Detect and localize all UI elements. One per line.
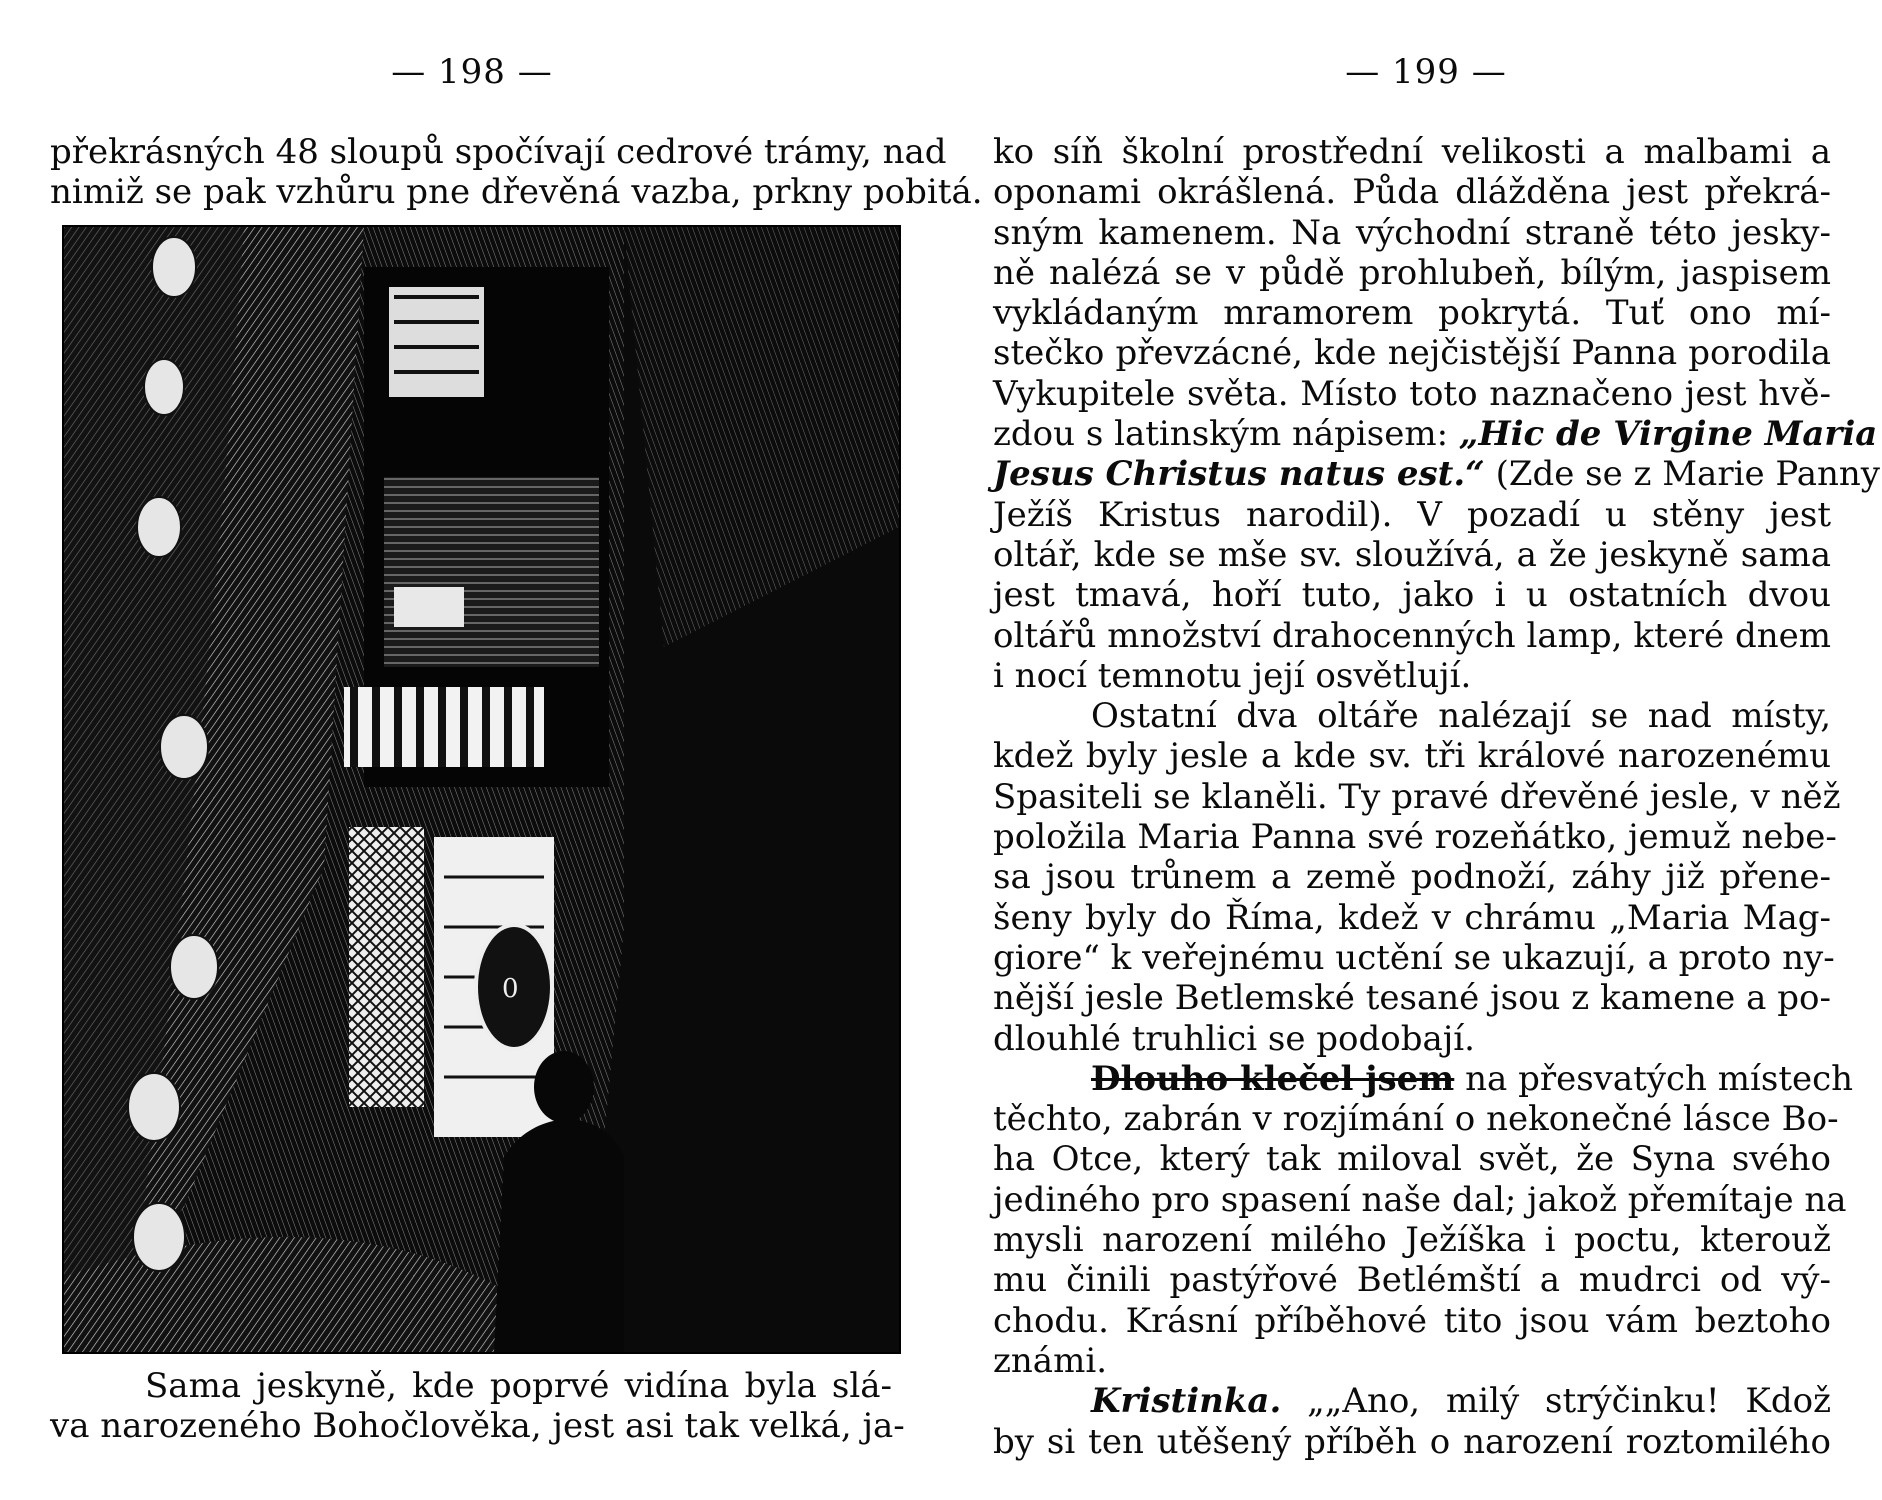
text-line — [993, 414, 1878, 455]
text-line: nimiž se pak vzhůru pne dřevěná vazba, prkny pobitá. — [50, 172, 983, 213]
text-line: nější jesle Betlemské tesané jsou z kamene a po- — [993, 978, 1831, 1019]
text-line: oltář, kde se mše sv. sloužívá, a že jeskyně sama — [993, 534, 1831, 575]
text-line: jediného pro spasení naše dal; jakož přemítaje na — [993, 1179, 1847, 1220]
text-line: Spasiteli se klaněli. Ty pravé dřevěné jesle, v něž — [993, 776, 1841, 817]
text-line: položila Maria Panna své rozeňátko, jemuž nebe- — [993, 817, 1837, 858]
text-line: oponami okrášlená. Půda dlážděna jest překrá- — [993, 172, 1831, 213]
text-line: by si ten utěšený příběh o narození roztomilého — [993, 1421, 1831, 1462]
text-line: těchto, zabrán v rozjímání o nekonečné lásce Bo- — [993, 1099, 1839, 1140]
text-line: známi. — [993, 1340, 1108, 1381]
text-line: mysli narození milého Ježíška i poctu, kterouž — [993, 1220, 1831, 1261]
bottom-paragraph — [50, 1366, 905, 1447]
text-line: va narozeného Bohočlověka, jest asi tak velká, ja- — [50, 1406, 905, 1447]
text-line — [993, 454, 1881, 495]
page-number: — 199 — — [1345, 52, 1507, 92]
engraving-illustration — [62, 225, 901, 1354]
text-line: jest tmavá, hoří tuto, jako i u ostatních dvou — [993, 575, 1831, 616]
text-line: sným kamenem. Na východní straně této jesky- — [993, 212, 1831, 253]
text-line: dlouhlé truhlici se podobají. — [993, 1018, 1475, 1059]
text-line: Ostatní dva oltáře nalézají se nad místy, — [1091, 696, 1831, 737]
text-segment: (Zde se z Marie Panny — [1495, 454, 1881, 495]
text-line: Ježíš Kristus narodil). V pozadí u stěny jest — [993, 494, 1831, 535]
text-line: Sama jeskyně, kde poprvé vidína byla slá- — [145, 1366, 892, 1406]
text-line: mu činili pastýřové Betlémští a mudrci od vý- — [993, 1260, 1831, 1301]
text-line: sa jsou trůnem a země podnoží, záhy již přene- — [993, 857, 1831, 898]
svg-text:0: 0 — [502, 974, 519, 1004]
text-line: ko síň školní prostřední velikosti a malbami a — [993, 132, 1831, 172]
text-line: překrásných 48 sloupů spočívají cedrové trámy, nad — [50, 132, 947, 172]
text-line — [993, 1058, 1854, 1099]
text-line: kdež byly jesle a kde sv. tři králové narozenému — [993, 736, 1831, 777]
text-line: šeny byly do Říma, kdež v chrámu „Maria Mag- — [993, 897, 1831, 938]
page-number: — 198 — — [391, 52, 553, 92]
text-line: chodu. Krásní příběhové tito jsou vám beztoho — [993, 1300, 1831, 1341]
struck-text: Dlouho klečel jsem — [1091, 1058, 1455, 1099]
text-line: vykládaným mramorem pokrytá. Tuť ono mí- — [993, 293, 1831, 334]
text-line — [993, 1381, 1831, 1421]
latin-inscription: „Hic de Virgine Maria — [1458, 414, 1878, 455]
text-line: oltářů množství drahocenných lamp, které dnem — [993, 615, 1831, 656]
body-text — [993, 132, 1881, 1462]
speaker-name: Kristinka. — [1091, 1381, 1282, 1422]
latin-inscription: Jesus Christus natus est.“ — [993, 454, 1485, 495]
text-segment: „„Ano, milý strýčinku! Kdož — [1307, 1381, 1831, 1422]
text-segment: na přesvatých místech — [1465, 1058, 1854, 1099]
text-line: stečko převzácné, kde nejčistější Panna porodila — [993, 333, 1831, 374]
text-line: Vykupitele světa. Místo toto naznačeno jest hvě- — [993, 373, 1831, 414]
right-page — [941, 0, 1882, 1500]
text-line: giore“ k veřejnému uctění se ukazují, a proto ny- — [993, 937, 1835, 978]
top-paragraph — [50, 132, 983, 213]
text-segment: zdou s latinským nápisem: — [993, 414, 1449, 455]
text-line: i nocí temnotu její osvětlují. — [993, 655, 1472, 696]
text-line: ha Otce, který tak miloval svět, že Syna svého — [993, 1139, 1831, 1180]
text-line: ně nalézá se v půdě prohlubeň, bílým, jaspisem — [993, 252, 1831, 293]
